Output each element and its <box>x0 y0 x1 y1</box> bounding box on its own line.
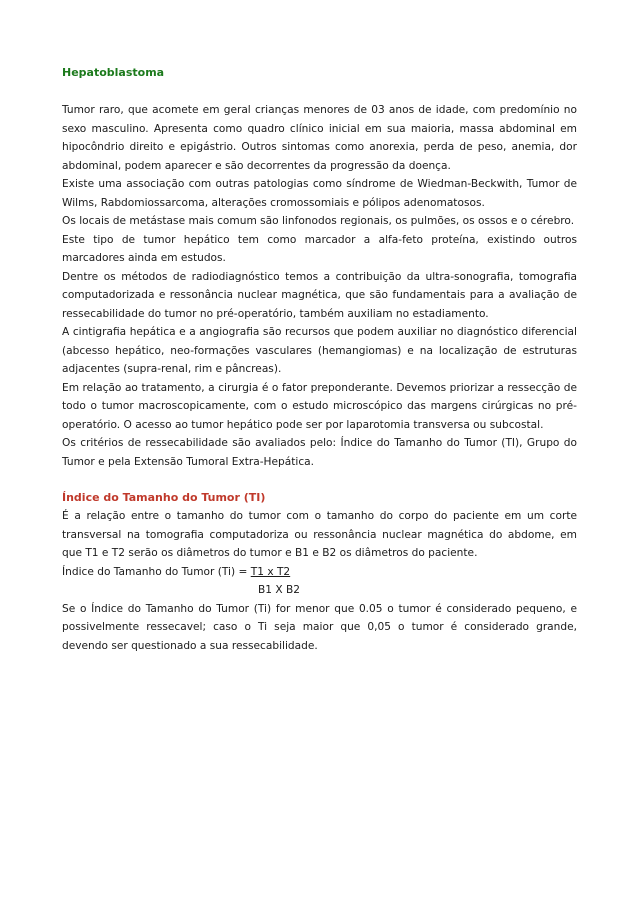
formula-label: Índice do Tamanho do Tumor (Ti) = <box>62 565 251 578</box>
section-heading-tumor-size-index: Índice do Tamanho do Tumor (TI) <box>62 491 266 504</box>
paragraph-marker: Este tipo de tumor hepático tem como marcador a alfa-feto proteína, existindo outros marcadores ainda em estudos. <box>62 233 577 264</box>
paragraph-radiodiagnosis: Dentre os métodos de radiodiagnóstico temos a contribuição da ultra-sonografia, tomografia computadorizada e ressonância nuclear magnética, que são fundamentais para a avaliação de ressecabilidade do tumor no pré-operatório, também auxiliam no estadiamento. <box>62 270 577 320</box>
paragraph-ti-definition: É a relação entre o tamanho do tumor com o tamanho do corpo do paciente em um corte transversal na tomografia computadoriza ou ressonância nuclear magnética do abdome, em que T1 e T2 serão os diâmetros do tumor e B1 e B2 os diâmetros do paciente. <box>62 510 577 559</box>
paragraph-intro: Tumor raro, que acomete em geral crianças menores de 03 anos de idade, com predomínio no sexo masculino. Apresenta como quadro clínico inicial em sua maioria, massa abdominal em hipocôndrio direito e epigástrio. Outros sintomas como anorexia, perda de peso, anemia, dor abdominal, podem aparecer e são decorrentes da progressão da doença. <box>62 104 577 172</box>
formula-denominator: B1 X B2 <box>258 584 301 596</box>
paragraph-criteria: Os critérios de ressecabilidade são avaliados pelo: Índice do Tamanho do Tumor (TI), Grupo do Tumor e pela Extensão Tumoral Extra-Hepática. <box>62 437 577 468</box>
paragraph-metastasis: Os locais de metástase mais comum são linfonodos regionais, os pulmões, os ossos e o cérebro. <box>62 215 575 227</box>
section-heading-hepatoblastoma: Hepatoblastoma <box>62 66 165 79</box>
formula-numerator: T1 x T2 <box>250 565 291 578</box>
spacer <box>62 82 577 101</box>
paragraph-treatment: Em relação ao tratamento, a cirurgia é o fator preponderante. Devemos priorizar a ressecção de todo o tumor macroscopicamente, com o estudo microscópico das margens cirúrgicas no pré-operatório. O acesso ao tumor hepático pode ser por laparotomia transversa ou subcostal. <box>62 381 577 431</box>
formula-line <box>62 563 577 582</box>
paragraph-associations: Existe uma associação com outras patologias como síndrome de Wiedman-Beckwith, Tumor de Wilms, Rabdomiossarcoma, alterações cromossomiais e pólipos adenomatosos. <box>62 178 577 209</box>
spacer <box>62 471 577 489</box>
paragraph-ti-conclusion: Se o Índice do Tamanho do Tumor (Ti) for menor que 0.05 o tumor é considerado pequeno, e possivelmente ressecavel; caso o Ti seja maior que 0,05 o tumor é considerado grande, devendo ser questionado a sua ressecabilidade. <box>62 602 577 652</box>
paragraph-scintigraphy: A cintigrafia hepática e a angiografia são recursos que podem auxiliar no diagnóstico diferencial (abcesso hepático, neo-formações vasculares (hemangiomas) e na localização de estruturas adjacentes (supra-renal, rim e pâncreas). <box>62 326 577 375</box>
